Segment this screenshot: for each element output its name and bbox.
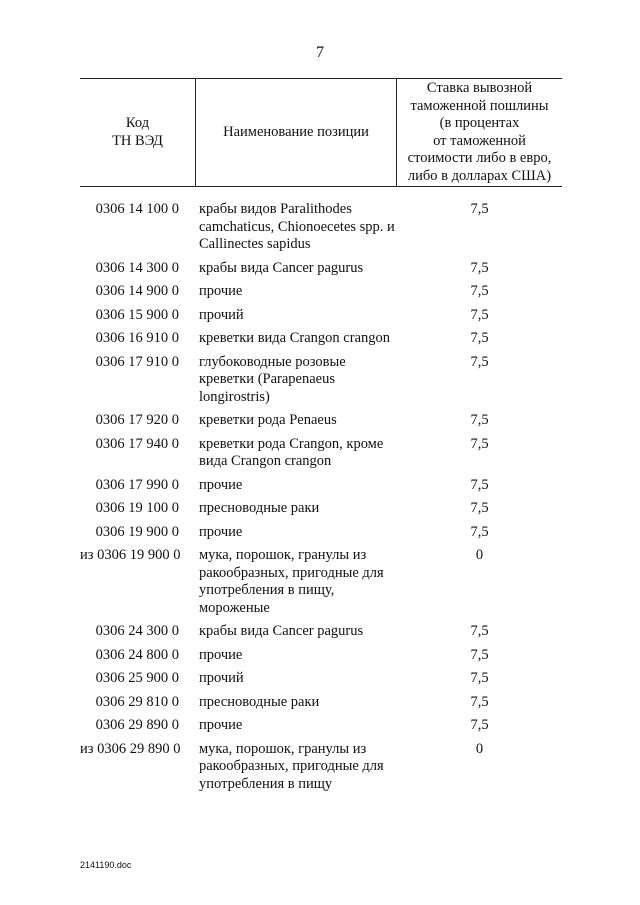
table-row — [80, 694, 562, 712]
row-code: 0306 29 890 0 — [95, 717, 179, 733]
row-rate: 7,5 — [470, 523, 489, 540]
row-name: крабы вида Cancer pagurus — [199, 623, 364, 639]
row-name: мука, порошок, гранулы из ракообразных, пригодные для употребления в пищу, мороженые — [199, 547, 384, 616]
table-row — [80, 547, 562, 617]
row-code: 0306 14 300 0 — [95, 259, 179, 276]
row-name: прочие — [199, 283, 243, 299]
row-rate: 7,5 — [470, 306, 489, 323]
row-rate: 0 — [475, 740, 484, 757]
row-code: 0306 17 910 0 — [95, 353, 179, 370]
row-code: 0306 14 100 0 — [95, 201, 179, 217]
row-name: пресноводные раки — [199, 500, 320, 516]
row-code: 0306 19 100 0 — [95, 500, 179, 516]
table-body — [80, 201, 562, 799]
table-row — [80, 330, 562, 348]
table-row — [80, 500, 562, 518]
header-code: Код ТН ВЭД — [112, 115, 163, 149]
table-row — [80, 670, 562, 688]
table-row — [80, 283, 562, 301]
row-name: креветки рода Penaeus — [199, 412, 337, 428]
row-rate: 7,5 — [470, 646, 489, 663]
table-row — [80, 717, 562, 735]
table-header — [80, 78, 562, 187]
row-code: 0306 25 900 0 — [95, 670, 179, 686]
row-rate: 7,5 — [470, 353, 489, 370]
row-name: глубоководные розовые креветки (Parapenaeus longirostris) — [199, 353, 346, 405]
row-rate: 7,5 — [470, 283, 489, 299]
row-code: 0306 24 300 0 — [95, 623, 179, 639]
row-rate: 7,5 — [470, 201, 489, 217]
row-name: креветки вида Crangon crangon — [199, 330, 390, 346]
row-name: прочий — [199, 306, 244, 323]
row-name: крабы вида Cancer pagurus — [199, 259, 364, 276]
table-row — [80, 524, 562, 542]
row-name: мука, порошок, гранулы из ракообразных, пригодные для употребления в пищу — [199, 740, 384, 792]
row-code: 0306 17 990 0 — [95, 476, 179, 493]
header-rate: Ставка вывозной таможенной пошлины (в процентах от таможенной стоимости либо в евро, либо в долларах США) — [407, 80, 552, 184]
page-number: 7 — [316, 44, 324, 61]
table-row — [80, 412, 562, 430]
table-row — [80, 477, 562, 495]
row-name: прочие — [199, 523, 243, 540]
table-row — [80, 647, 562, 665]
row-name: прочие — [199, 476, 243, 493]
row-rate: 7,5 — [470, 670, 489, 686]
table-row — [80, 436, 562, 471]
table-row — [80, 260, 562, 278]
row-rate: 0 — [475, 547, 484, 563]
header-name: Наименование позиции — [195, 79, 397, 186]
row-code: 0306 19 900 0 — [95, 523, 179, 540]
row-rate: 7,5 — [470, 623, 489, 639]
row-code: 0306 16 910 0 — [95, 330, 179, 346]
row-code: из 0306 29 890 0 — [80, 740, 181, 757]
row-name: прочие — [199, 646, 243, 663]
row-name: прочие — [199, 717, 243, 733]
row-rate: 7,5 — [470, 259, 489, 276]
table-row — [80, 307, 562, 325]
row-rate: 7,5 — [470, 693, 489, 710]
row-name: прочий — [199, 670, 244, 686]
row-rate: 7,5 — [470, 717, 489, 733]
row-code: 0306 15 900 0 — [95, 306, 179, 323]
table-row — [80, 623, 562, 641]
row-code: 0306 17 940 0 — [95, 435, 179, 452]
row-rate: 7,5 — [470, 500, 489, 516]
row-name: креветки рода Crangon, кроме вида Crangon crangon — [199, 435, 384, 469]
row-code: 0306 24 800 0 — [95, 646, 179, 663]
row-code: 0306 14 900 0 — [95, 283, 179, 299]
row-rate: 7,5 — [470, 330, 489, 346]
row-name: крабы видов Paralithodes camchaticus, Chionoecetes spp. и Callinectes sapidus — [199, 201, 395, 252]
row-code: 0306 17 920 0 — [95, 412, 179, 428]
table-row — [80, 201, 562, 254]
row-code: 0306 29 810 0 — [95, 693, 179, 710]
table-row — [80, 354, 562, 407]
row-rate: 7,5 — [470, 476, 489, 493]
table-row — [80, 741, 562, 794]
row-rate: 7,5 — [470, 435, 489, 452]
document-filename: 2141190.doc — [80, 860, 132, 870]
row-name: пресноводные раки — [199, 693, 320, 710]
row-rate: 7,5 — [470, 412, 489, 428]
row-code: из 0306 19 900 0 — [80, 547, 181, 563]
